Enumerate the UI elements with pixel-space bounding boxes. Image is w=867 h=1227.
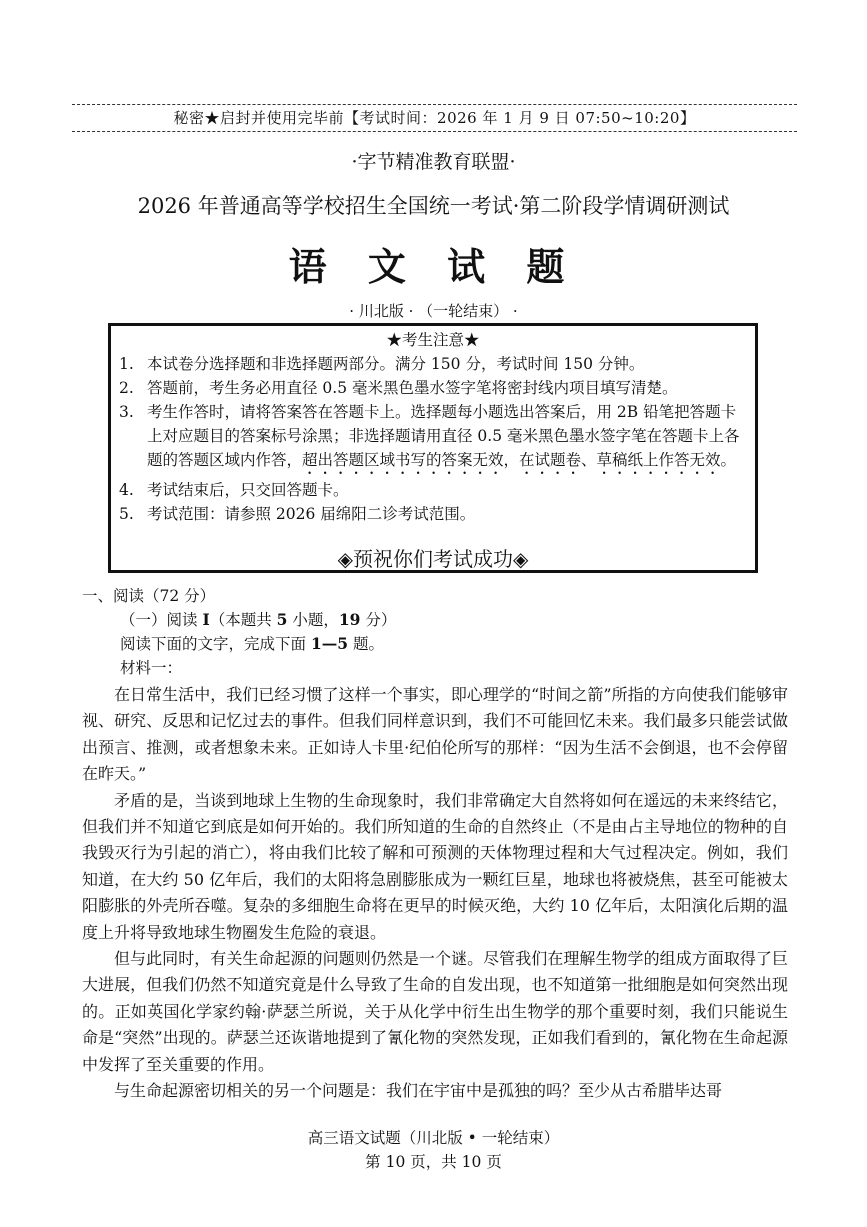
sub-heading-text: 小题，: [287, 611, 339, 629]
instruction-text: 阅读下面的文字，完成下面: [120, 635, 311, 653]
notice-item-number: 2.: [119, 379, 134, 397]
notice-item: [119, 352, 747, 376]
notice-item: [119, 400, 747, 478]
good-luck-message: ◈预祝你们考试成功◈: [337, 547, 529, 571]
sub-section-heading: [120, 608, 396, 630]
notice-item-text: 考试范围：请参照 2026 届绵阳二诊考试范围。: [147, 505, 476, 523]
subject-title: 语 文 试 题: [288, 244, 579, 289]
material-label: 材料一：: [120, 659, 183, 677]
notice-item-text: 考试结束后，只交回答题卡。: [147, 481, 349, 499]
notice-item-number: 4.: [119, 481, 134, 499]
reading-instruction: [120, 632, 384, 654]
reading-passage: [82, 682, 788, 1105]
passage-paragraph: 但与此同时，有关生命起源的问题则仍然是一个谜。尽管我们在理解生物学的组成方面取得了巨大进展，但我们仍然不知道究竟是什么导致了生命的自发出现，也不知道第一批细胞是如何突然出现的。正如英国化学家约翰·萨瑟兰所说，关于从化学中衍生出生物学的那个重要时刻，我们只能说生命是“突然”出现的。萨瑟兰还诙谐地提到了氰化物的突然发现，正如我们看到的，氰化物在生命起源中发挥了至关重要的作用。: [82, 949, 788, 1074]
candidate-notice-box: [108, 323, 758, 573]
passage-paragraph: 在日常生活中，我们已经习惯了这样一个事实，即心理学的“时间之箭”所指的方向使我们能够审视、研究、反思和记忆过去的事件。但我们同样意识到，我们不可能回忆未来。我们最多只能尝试做出预言、推测，或者想象未来。正如诗人卡里·纪伯伦所写的那样：“因为生活不会倒退，也不会停留在昨天。”: [82, 685, 788, 784]
footer-exam-name: 高三语文试题（川北版 • 一轮结束）: [307, 1129, 560, 1147]
confidential-banner: 秘密★启封并使用完毕前【考试时间：2026 年 1 月 9 日 07:50~10:20】: [72, 104, 797, 132]
alliance-name: ·字节精准教育联盟·: [351, 151, 516, 173]
passage-paragraph: 与生命起源密切相关的另一个问题是：我们在宇宙中是孤独的吗？至少从古希腊毕达哥: [114, 1081, 723, 1101]
notice-item-text-group: [147, 400, 747, 478]
exam-title: 2026 年普通高等学校招生全国统一考试·第二阶段学情调研测试: [137, 194, 730, 218]
edition-label: · 川北版 · （一轮结束） ·: [349, 302, 518, 320]
notice-emphasis-text: 超出答题区域书写的答案无效，在试题卷、草稿纸上作答无效。: [302, 451, 737, 469]
notice-item-text: 本试卷分选择题和非选择题两部分。满分 150 分，考试时间 150 分钟。: [147, 355, 645, 373]
notice-item-number: 3.: [119, 403, 134, 421]
notice-item-text: 答题前，考生务必用直径 0.5 毫米黑色墨水签字笔将密封线内项目填写清楚。: [147, 379, 678, 397]
notice-item: [119, 478, 747, 502]
notice-title: ★考生注意★: [386, 331, 480, 349]
passage-paragraph: 矛盾的是，当谈到地球上生物的生命现象时，我们非常确定大自然将如何在遥远的未来终结它，但我们并不知道它到底是如何开始的。我们所知道的生命的自然终止（不是由占主导地位的物种的自我毁灭行为引起的消亡），将由我们比较了解和可预测的天体物理过程和大气过程决定。例如，我们知道，在大约 50 亿年后，我们的太阳将急剧膨胀成为一颗红巨星，地球也将被烧焦，甚至可能被太阳膨胀的外壳所吞噬。复杂的多细胞生命将在更早的时候灭绝，大约 10 亿年后，太阳演化后期的温度上升将导致地球生物圈发生危险的衰退。: [82, 790, 788, 942]
notice-item: [119, 376, 747, 400]
section-heading: 一、阅读（72 分）: [82, 587, 216, 605]
instruction-text: 题。: [348, 635, 384, 653]
sub-heading-text: （一）阅读: [120, 611, 203, 629]
notice-item-text: 考生作答时，请将答案答在答题卡上。选择题每小题选出答案后，用 2B 铅笔把答题卡上对应题目的答案标号涂黑；非选择题请用直径 0.5 毫米黑色墨水签字笔在答题卡上各题的答题区域内作答，: [147, 403, 740, 469]
score-value: 19: [338, 610, 361, 629]
notice-item-number: 1.: [119, 355, 134, 373]
notice-item-number: 5.: [119, 505, 134, 523]
question-range: 1—5: [310, 634, 349, 653]
footer-page-number: 第 10 页，共 10 页: [365, 1153, 502, 1171]
sub-heading-text: 分）: [360, 611, 397, 629]
sub-heading-numeral: I: [202, 610, 210, 629]
question-count: 5: [276, 610, 288, 629]
notice-item: [119, 502, 747, 526]
sub-heading-text: （本题共: [209, 611, 277, 629]
